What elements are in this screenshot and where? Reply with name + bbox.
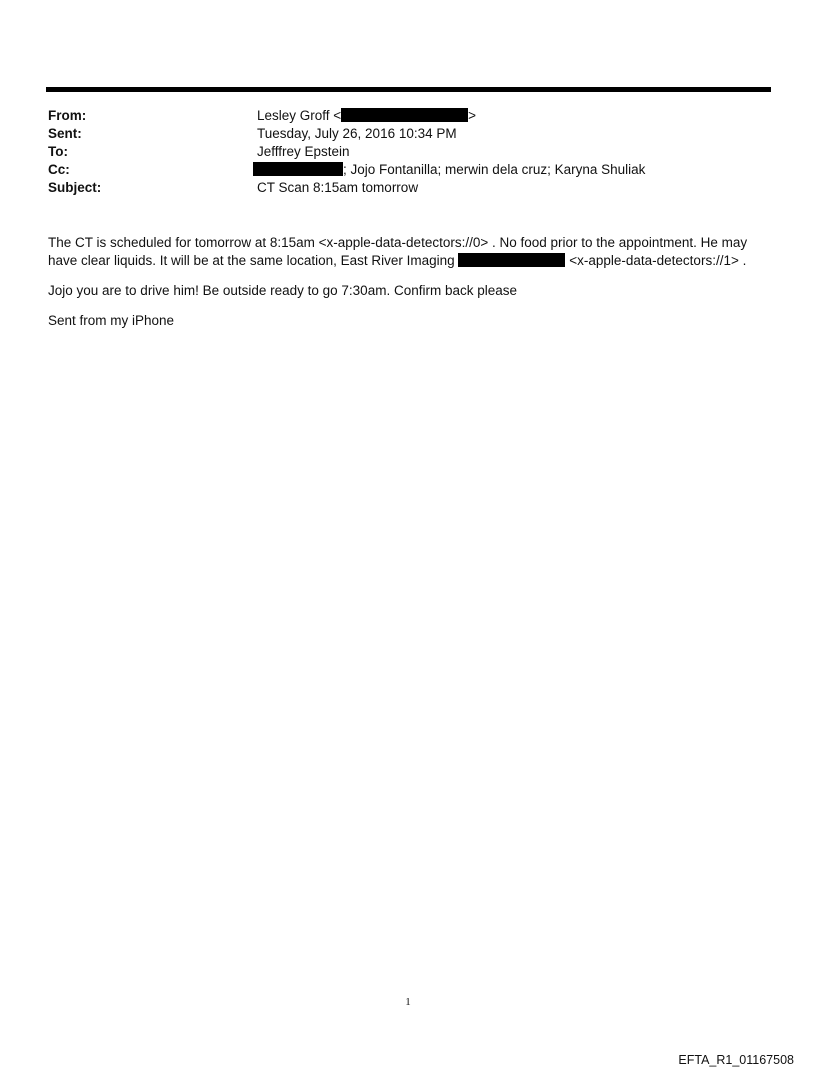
from-row	[48, 107, 768, 125]
redaction-box	[341, 108, 468, 122]
sent-label: Sent:	[48, 126, 82, 141]
to-label: To:	[48, 144, 68, 159]
email-body	[48, 234, 768, 342]
from-label: From:	[48, 108, 87, 123]
to-value: Jefffrey Epstein	[257, 144, 350, 159]
from-name: Lesley Groff <	[257, 108, 342, 123]
from-close: >	[468, 108, 477, 123]
from-value	[257, 107, 476, 125]
header-divider	[46, 87, 771, 92]
cc-row	[48, 161, 768, 179]
body-line: The CT is scheduled for tomorrow at 8:15am <x-apple-data-detectors://0> . No food prior to the appointment. He may	[48, 235, 748, 250]
to-row	[48, 143, 768, 161]
page-number: 1	[405, 996, 411, 1008]
cc-label: Cc:	[48, 162, 70, 177]
body-paragraph: Jojo you are to drive him! Be outside ready to go 7:30am. Confirm back please	[48, 283, 517, 298]
redaction-box	[253, 162, 343, 176]
subject-label: Subject:	[48, 180, 102, 195]
sent-value: Tuesday, July 26, 2016 10:34 PM	[257, 126, 457, 141]
subject-row	[48, 179, 768, 197]
cc-recipients: ; Jojo Fontanilla; merwin dela cruz; Karyna Shuliak	[343, 162, 646, 177]
email-header	[48, 107, 768, 197]
cc-value	[253, 161, 645, 179]
document-id: EFTA_R1_01167508	[678, 1053, 794, 1067]
body-line: <x-apple-data-detectors://1> .	[569, 253, 747, 268]
signature-line: Sent from my iPhone	[48, 313, 175, 328]
sent-row	[48, 125, 768, 143]
body-line: have clear liquids. It will be at the same location, East River Imaging	[48, 253, 455, 268]
body-paragraph	[48, 234, 768, 270]
redaction-box	[458, 253, 565, 267]
subject-value: CT Scan 8:15am tomorrow	[257, 180, 419, 195]
